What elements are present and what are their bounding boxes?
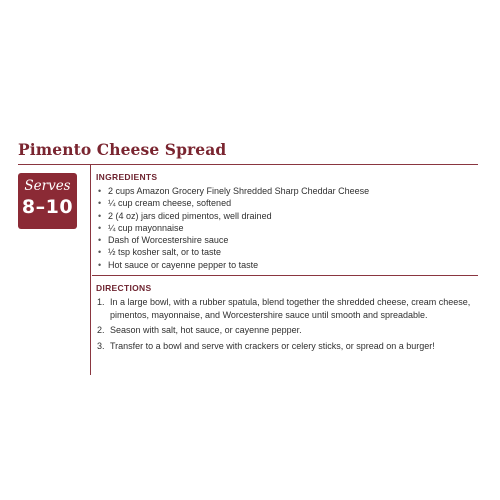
direction-step: [96, 340, 478, 353]
ingredients-heading: INGREDIENTS: [96, 172, 158, 182]
step-number: 1.: [97, 297, 105, 308]
direction-step: [96, 324, 478, 337]
vertical-divider: [90, 165, 91, 375]
serves-value: 8–10: [21, 196, 74, 218]
ingredients-list: [92, 185, 478, 271]
step-number: 2.: [97, 325, 105, 336]
serves-badge: [18, 173, 77, 229]
ingredient-item: • ½ tsp kosher salt, or to taste: [96, 246, 478, 258]
ingredient-item: • Dash of Worcestershire sauce: [96, 234, 478, 246]
ingredient-item: • 2 cups Amazon Grocery Finely Shredded Sharp Cheddar Cheese: [96, 185, 478, 197]
section-divider: [92, 275, 478, 276]
step-text: Season with salt, hot sauce, or cayenne pepper.: [110, 325, 302, 336]
recipe-card: [18, 140, 478, 365]
serves-label: Serves: [24, 178, 71, 194]
directions-list: [92, 296, 478, 352]
ingredient-item: • 2 (4 oz) jars diced pimentos, well drained: [96, 210, 478, 222]
directions-heading: DIRECTIONS: [96, 283, 152, 294]
recipe-content: [92, 165, 478, 355]
direction-step: [96, 296, 478, 321]
step-text: In a large bowl, with a rubber spatula, blend together the shredded cheese, cream cheese, pimentos, mayonnaise, and Worcestershire sauce until smooth and spreadable.: [110, 297, 471, 320]
ingredient-item: • Hot sauce or cayenne pepper to taste: [96, 259, 478, 271]
ingredient-item: • ¼ cup mayonnaise: [96, 222, 478, 234]
recipe-body: [18, 165, 478, 365]
recipe-title: Pimento Cheese Spread: [18, 140, 227, 159]
ingredient-item: • ¼ cup cream cheese, softened: [96, 197, 478, 209]
step-text: Transfer to a bowl and serve with crackers or celery sticks, or spread on a burger!: [110, 340, 435, 351]
step-number: 3.: [97, 340, 105, 351]
